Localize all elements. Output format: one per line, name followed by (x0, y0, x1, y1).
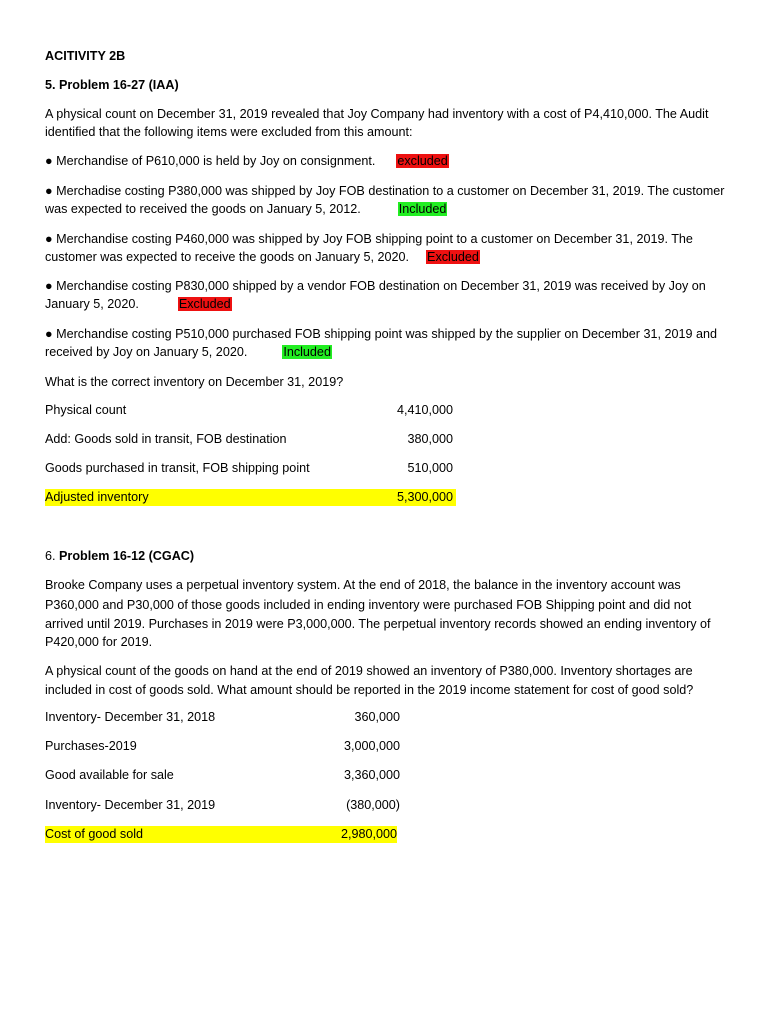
row-label: Goods purchased in transit, FOB shipping point (45, 461, 310, 475)
row-value: 510,000 (407, 461, 453, 475)
problem5-question: What is the correct inventory on December 31, 2019? (45, 375, 344, 389)
computation-row (45, 431, 456, 448)
row-label: Physical count (45, 403, 127, 417)
bullet-item-line2 (45, 343, 332, 361)
activity-title: ACITIVITY 2B (45, 49, 126, 63)
row-label: Inventory- December 31, 2019 (45, 798, 216, 812)
bullet-item-line1: ● Merchandise costing P830,000 shipped by a vendor FOB destination on December 31, 2019 was received by Joy on (45, 279, 706, 293)
problem5-intro-line2: identified that the following items were excluded from this amount: (45, 125, 413, 139)
row-label: Adjusted inventory (45, 490, 149, 504)
problem6-para1-line: arrived until 2019. Purchases in 2019 were P3,000,000. The perpetual inventory records showed an ending inventory of (45, 617, 711, 631)
computation-row (45, 709, 400, 726)
row-value: 3,360,000 (343, 768, 400, 782)
total-row (45, 489, 456, 506)
row-value: 3,000,000 (343, 739, 400, 753)
tag-included: Included (398, 202, 447, 216)
bullet-item-line1: ● Merchandise costing P510,000 purchased FOB shipping point was shipped by the supplier on December 31, 2019 and (45, 327, 717, 341)
total-row (45, 826, 397, 843)
row-value: 380,000 (407, 432, 453, 446)
row-label: Inventory- December 31, 2018 (45, 710, 216, 724)
bullet-item-line2 (45, 248, 480, 266)
bullet-text: customer was expected to receive the goods on January 5, 2020. (45, 250, 410, 264)
row-label: Good available for sale (45, 768, 174, 782)
bullet-text: ● Merchandise of P610,000 is held by Joy on consignment. (45, 154, 376, 168)
row-value: (380,000) (346, 798, 400, 812)
bullet-item-line2 (45, 295, 232, 313)
bullet-item (45, 152, 449, 170)
row-label: Purchases-2019 (45, 739, 137, 753)
bullet-item-line2 (45, 200, 447, 218)
bullet-item-line1: ● Merchandise costing P460,000 was shipped by Joy FOB shipping point to a customer on December 31, 2019. The (45, 232, 693, 246)
row-value: 4,410,000 (396, 403, 453, 417)
problem6-heading (45, 547, 194, 565)
problem5-heading: 5. Problem 16-27 (IAA) (45, 78, 179, 92)
problem6-para2-line: included in cost of goods sold. What amount should be reported in the 2019 income statement for cost of good sold? (45, 683, 694, 697)
problem6-para1-line: P420,000 for 2019. (45, 635, 153, 649)
tag-excluded: Excluded (427, 250, 479, 264)
row-value: 360,000 (354, 710, 400, 724)
computation-row (45, 797, 400, 814)
row-label: Cost of good sold (45, 827, 144, 841)
bullet-text: received by Joy on January 5, 2020. (45, 345, 248, 359)
computation-row (45, 402, 456, 419)
bullet-text: January 5, 2020. (45, 297, 139, 311)
tag-included: Included (283, 345, 331, 359)
problem6-para1-line: Brooke Company uses a perpetual inventory system. At the end of 2018, the balance in the inventory account was (45, 578, 681, 592)
tag-excluded: Excluded (178, 297, 231, 311)
problem5-intro-line1: A physical count on December 31, 2019 revealed that Joy Company had inventory with a cost of P4,410,000. The Audit (45, 107, 709, 121)
tag-excluded: excluded (397, 154, 448, 168)
bullet-text: was expected to received the goods on January 5, 2012. (45, 202, 361, 216)
problem6-heading-text: Problem 16-12 (CGAC) (59, 549, 195, 563)
row-label: Add: Goods sold in transit, FOB destination (45, 432, 287, 446)
problem6-heading-prefix: 6. (45, 549, 60, 563)
row-value: 2,980,000 (340, 827, 397, 841)
bullet-item-line1: ● Merchadise costing P380,000 was shipped by Joy FOB destination to a customer on December 31, 2019. The customer (45, 184, 725, 198)
row-value: 5,300,000 (396, 490, 453, 504)
problem6-para1-line: P360,000 and P30,000 of those goods included in ending inventory were purchased FOB Shipping point and did not (45, 598, 692, 612)
computation-row (45, 738, 400, 755)
computation-row (45, 767, 400, 784)
computation-row (45, 460, 456, 477)
problem6-para2-line: A physical count of the goods on hand at the end of 2019 showed an inventory of P380,000. Inventory shortages are (45, 664, 693, 678)
